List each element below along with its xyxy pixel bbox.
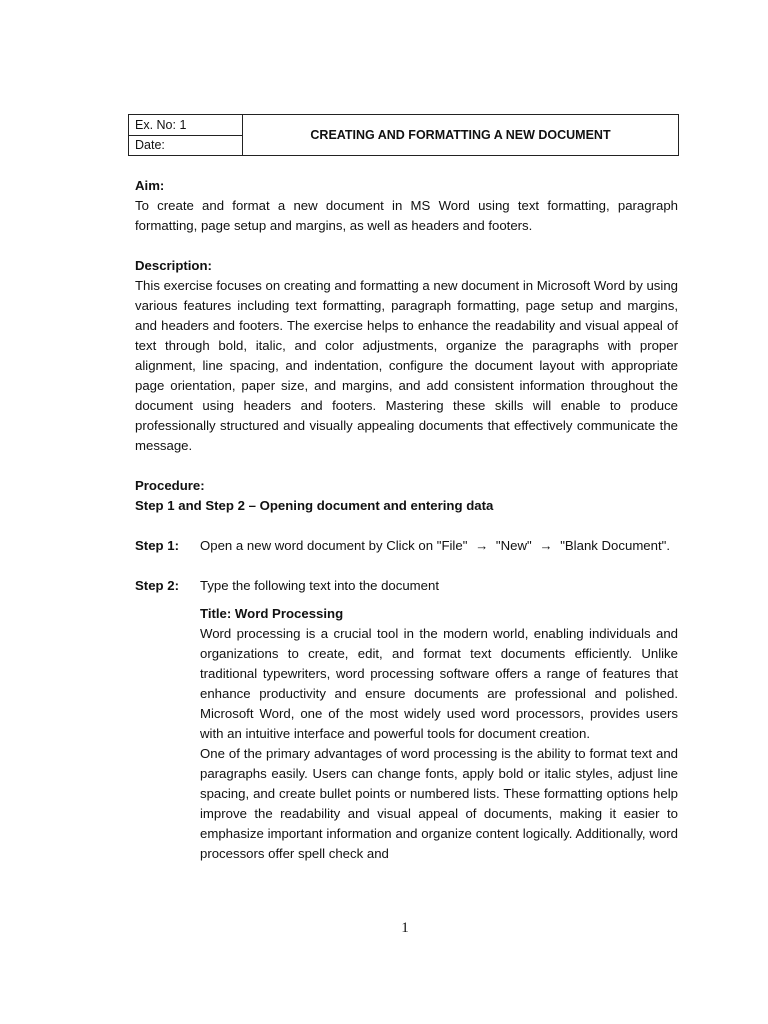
- step-1-row: [135, 536, 678, 556]
- page-number: 1: [401, 920, 409, 936]
- sample-title: Title: Word Processing: [200, 606, 344, 621]
- step-1-text: [200, 536, 678, 556]
- sample-paragraph-1: Word processing is a crucial tool in the modern world, enabling individuals and organizations to create, edit, and format text documents efficiently. Unlike traditional typewriters, word processing software offers a range of features that enhance productivity and ensure documents are professional and polished. Microsoft Word, one of the most widely used word processors, provides users with an intuitive interface and powerful tools for document creation.: [200, 626, 678, 741]
- step-2-text: Type the following text into the document: [200, 578, 439, 593]
- step-1-text-c: "Blank Document".: [560, 538, 670, 553]
- arrow-right-icon: →: [475, 538, 489, 553]
- description-text: This exercise focuses on creating and formatting a new document in Microsoft Word by using various features including text formatting, paragraph formatting, page setup and margins, and headers and footers. The exercise helps to enhance the readability and visual appeal of text through bold, italic, and color adjustments, organize the paragraphs with proper alignment, line spacing, and indentation, configure the document layout with appropriate page orientation, paper size, and margins, and add consistent information throughout the document using headers and footers. Mastering these skills will enable to produce professionally structured and visually appealing documents that effectively communicate the message.: [135, 278, 678, 453]
- exercise-title: CREATING AND FORMATTING A NEW DOCUMENT: [310, 128, 611, 142]
- procedure-heading: Procedure:: [135, 478, 205, 493]
- aim-heading: Aim:: [135, 178, 165, 193]
- step-1-text-a: Open a new word document by Click on "File": [200, 538, 468, 553]
- step-2-row: [135, 576, 678, 596]
- step-1-label: Step 1:: [135, 538, 179, 553]
- sample-text-block: [200, 604, 678, 864]
- description-heading: Description:: [135, 258, 212, 273]
- procedure-subheading: Step 1 and Step 2 – Opening document and entering data: [135, 498, 494, 513]
- exercise-header-table: [128, 114, 679, 156]
- step-2-label: Step 2:: [135, 578, 179, 593]
- header-left-column: [129, 115, 243, 155]
- ex-no-cell: Ex. No: 1: [135, 117, 187, 132]
- aim-text: To create and format a new document in MS Word using text formatting, paragraph formatting, page setup and margins, as well as headers and footers.: [135, 198, 678, 233]
- sample-paragraph-2: One of the primary advantages of word processing is the ability to format text and paragraphs easily. Users can change fonts, apply bold or italic styles, adjust line spacing, and create bullet points or numbered lists. These formatting options help improve the readability and visual appeal of documents, making it easier to emphasize important information and organize content logically. Additionally, word processors offer spell check and: [200, 746, 678, 861]
- arrow-right-icon: →: [539, 538, 553, 553]
- step-1-text-b: "New": [495, 538, 532, 553]
- document-body: [135, 176, 678, 864]
- date-cell: Date:: [129, 135, 242, 156]
